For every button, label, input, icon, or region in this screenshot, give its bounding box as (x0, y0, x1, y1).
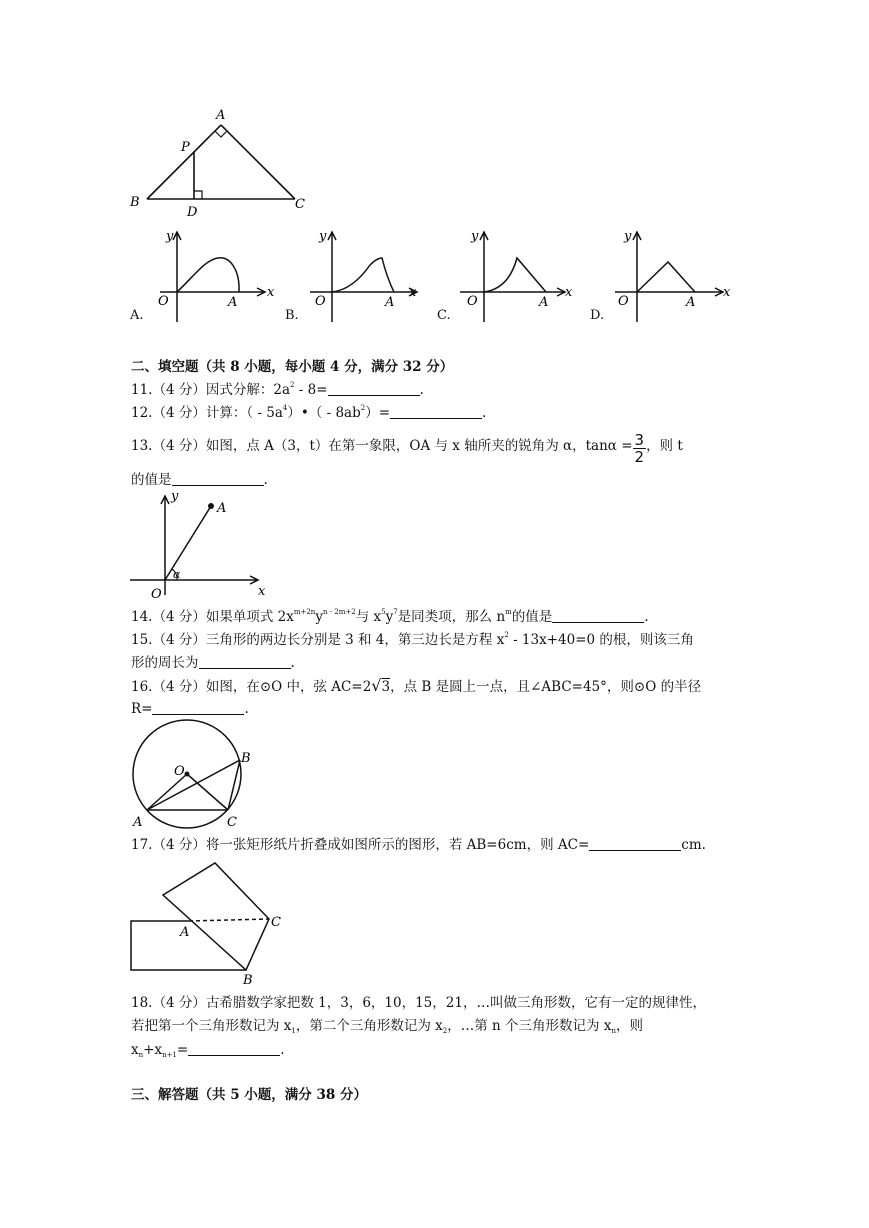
option-label: B. (285, 308, 299, 323)
svg-text:y: y (319, 229, 327, 244)
svg-text:A: A (228, 295, 238, 310)
svg-text:A: A (180, 925, 190, 940)
svg-text:O: O (158, 294, 169, 309)
question-13: 13.（4 分）如图，点 A（3，t）在第一象限，OA 与 x 轴所夹的锐角为 α，tanα = $\frac{3}{2}$ ，则 t (131, 431, 683, 466)
svg-text:y: y (471, 229, 479, 244)
svg-text:O: O (174, 764, 185, 779)
svg-text:A: A (385, 295, 395, 310)
svg-text:A: A (133, 815, 143, 830)
label-d: D (187, 205, 198, 220)
answer-blank[interactable] (199, 654, 291, 669)
option-b[interactable] (285, 220, 435, 325)
graph-c (457, 220, 587, 325)
svg-text:y: y (624, 229, 632, 244)
option-d[interactable] (590, 220, 740, 325)
svg-text:x: x (723, 285, 731, 300)
svg-text:B: B (243, 973, 253, 988)
section-3-title: 三、解答题（共 5 小题，满分 38 分） (131, 1087, 367, 1103)
question-14: 14.（4 分）如果单项式 $2x^{m+2n}y^{n - 2m+2}$与 $x^5y^7$是同类项，那么 $n^m$的值是 . (131, 608, 649, 625)
svg-text:O: O (467, 294, 478, 309)
question-18-line2: 若把第一个三角形数记为 $x_1$，第二个三角形数记为 $x_2$，…第 n 个三角形数记为 $x_n$，则 (131, 1018, 643, 1035)
svg-text:x: x (409, 285, 417, 300)
question-13-line2: 的值是 . (131, 472, 268, 488)
answer-blank[interactable] (188, 1041, 280, 1056)
question-18: 18.（4 分）古希腊数学家把数 1，3，6，10，15，21，…叫做三角形数，它有一定的规律性， (131, 995, 706, 1011)
option-c[interactable] (437, 220, 587, 325)
label-c: C (295, 197, 305, 212)
svg-text:α: α (173, 568, 181, 581)
svg-text:x: x (258, 584, 266, 599)
answer-blank[interactable] (589, 836, 681, 851)
graph-b (305, 220, 435, 325)
svg-text:y: y (171, 490, 179, 504)
q17-fold-figure (125, 858, 295, 988)
q16-circle-figure (125, 718, 260, 830)
q10-triangle-figure (125, 105, 325, 220)
option-label: C. (437, 308, 451, 323)
answer-blank[interactable] (172, 471, 264, 486)
answer-blank[interactable] (552, 608, 644, 623)
svg-text:O: O (315, 294, 326, 309)
question-11: 11.（4 分）因式分解：$2a^2 - 8=$ . (131, 381, 424, 398)
svg-text:x: x (565, 285, 573, 300)
question-16-line2: R= . (131, 701, 249, 717)
svg-text:B: B (241, 751, 251, 766)
q10-options (0, 220, 869, 330)
svg-text:O: O (151, 587, 162, 602)
svg-text:x: x (267, 285, 275, 300)
option-a[interactable] (130, 220, 280, 325)
question-12: 12.（4 分）计算：（ - $5a^4)•( - 8ab^2)=$ . (131, 404, 487, 421)
label-b: B (130, 195, 140, 210)
graph-d (610, 220, 740, 325)
option-label: A. (130, 308, 144, 323)
label-p: P (181, 140, 190, 155)
question-18-line3: $x_n+x_{n+1}=$ . (131, 1042, 285, 1059)
svg-text:C: C (271, 915, 281, 930)
label-a: A (216, 108, 226, 123)
answer-blank[interactable] (390, 404, 482, 419)
question-15-line2: 形的周长为 . (131, 655, 295, 671)
svg-text:A: A (217, 501, 227, 516)
option-label: D. (590, 308, 605, 323)
question-16: 16.（4 分）如图，在⊙O 中，弦 AC=2√3，点 B 是圆上一点，且∠ABC=45°，则⊙O 的半径 (131, 676, 702, 695)
fraction: $\frac{3}{2}$ (634, 431, 645, 466)
section-2-title: 二、填空题（共 8 小题，每小题 4 分，满分 32 分） (131, 359, 454, 375)
svg-text:C: C (227, 815, 237, 830)
answer-blank[interactable] (328, 381, 420, 396)
q13-figure (125, 490, 270, 602)
question-15: 15.（4 分）三角形的两边长分别是 3 和 4，第三边长是方程 $x^2 - 13x+40=0$ 的根，则该三角 (131, 631, 694, 648)
svg-text:A: A (686, 295, 696, 310)
svg-text:O: O (618, 294, 629, 309)
question-17: 17.（4 分）将一张矩形纸片折叠成如图所示的图形，若 AB=6cm，则 AC= cm. (131, 837, 706, 853)
svg-text:y: y (166, 229, 174, 244)
svg-text:A: A (539, 295, 549, 310)
sqrt-icon: √ (371, 676, 382, 695)
graph-a (150, 220, 280, 325)
answer-blank[interactable] (152, 700, 244, 715)
